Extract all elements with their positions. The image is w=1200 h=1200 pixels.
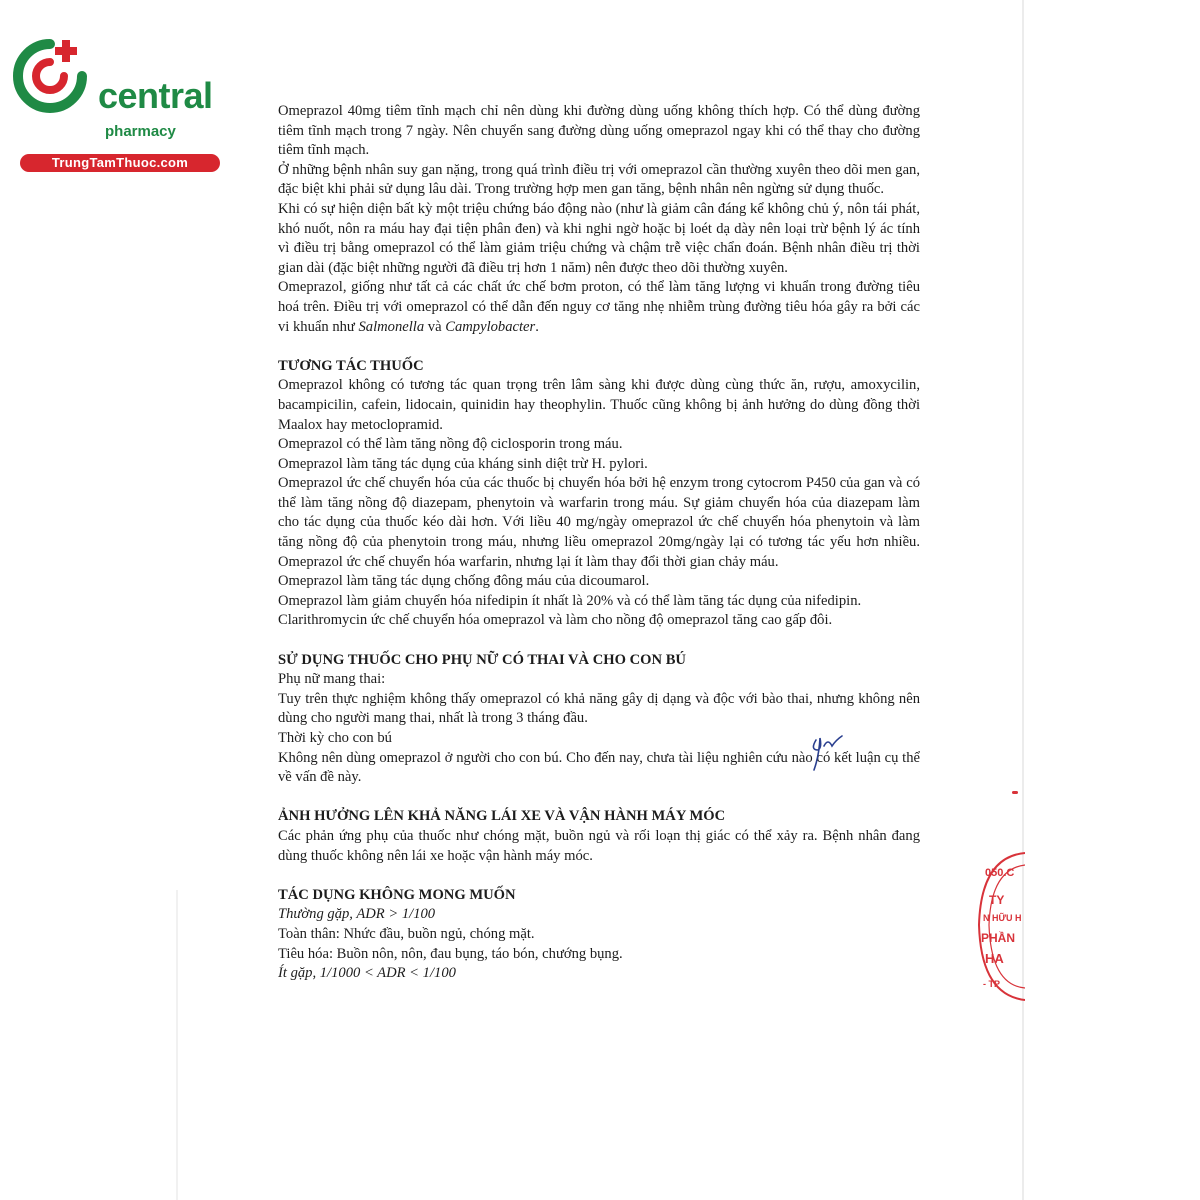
page-edge-left <box>176 890 178 1200</box>
adverse-uncommon-label: Ít gặp, 1/1000 < ADR < 1/100 <box>278 965 456 982</box>
heading-pregnancy: SỬ DỤNG THUỐC CHO PHỤ NỮ CÓ THAI VÀ CHO CON BÚ <box>278 651 686 668</box>
logo-website-banner[interactable]: TrungTamThuoc.com <box>20 154 220 172</box>
signature-mark <box>802 726 852 776</box>
document-body <box>278 102 920 984</box>
interaction-2: Omeprazol có thể làm tăng nồng độ ciclosporin trong máu. <box>278 436 623 453</box>
paragraph-liver: Ở những bệnh nhân suy gan nặng, trong quá trình điều trị với omeprazol cần thường xuyên theo dõi men gan, đặc biệt khi phải sử dụng lâu dài. Trong trường hợp men gan tăng, bệnh nhân nên ngừng sử dụng thuốc. <box>278 161 920 198</box>
stamp-line-4: PHẦN <box>981 931 1016 945</box>
conjunction-text: và <box>424 318 446 335</box>
adverse-common-label: Thường gặp, ADR > 1/100 <box>278 906 436 923</box>
heading-interactions: TƯƠNG TÁC THUỐC <box>278 357 424 374</box>
stamp-mark <box>1012 791 1018 794</box>
interaction-6: Omeprazol làm giảm chuyển hóa nifedipin ít nhất là 20% và có thể làm tăng tác dụng của nifedipin. <box>278 592 862 609</box>
paragraph-bacteria <box>278 278 920 337</box>
interaction-3: Omeprazol làm tăng tác dụng của kháng sinh diệt trừ H. pylori. <box>278 455 648 472</box>
pregnancy-label: Phụ nữ mang thai: <box>278 671 386 688</box>
driving-text: Các phản ứng phụ của thuốc như chóng mặt, buồn ngủ và rối loạn thị giác có thể xảy ra. Bệnh nhân đang dùng thuốc không nên lái xe hoặc vận hành máy móc. <box>278 827 920 864</box>
stamp-line-1: 050.C <box>985 867 1015 879</box>
stamp-line-6: - TP <box>983 979 1000 989</box>
central-pharmacy-logo[interactable] <box>10 36 215 170</box>
lactation-text: Không nên dùng omeprazol ở người cho con bú. Cho đến nay, chưa tài liệu nghiên cứu nào có kết luận cụ thể về vấn đề này. <box>278 749 920 786</box>
paragraph-alarm-symptoms: Khi có sự hiện diện bất kỳ một triệu chứng báo động nào (như là giảm cân đáng kể không chủ ý, nôn tái phát, khó nuốt, nôn ra máu hay đại tiện phân đen) và khi nghi ngờ hoặc bị loét dạ dày nên loại trừ bệnh lý ác tính vì điều trị bằng omeprazol có thể làm giảm triệu chứng và chậm trễ việc chẩn đoán. Bệnh nhân điều trị thời gian dài (đặc biệt những người đã điều trị hơn 1 năm) nên được theo dõi thường xuyên. <box>278 200 920 276</box>
period-text: . <box>535 318 539 335</box>
company-stamp <box>975 845 1025 1005</box>
central-logo-icon <box>10 36 90 116</box>
heading-driving: ẢNH HƯỞNG LÊN KHẢ NĂNG LÁI XE VÀ VẬN HÀNH MÁY MÓC <box>278 808 726 825</box>
page-edge-right <box>1022 0 1024 1200</box>
interaction-1: Omeprazol không có tương tác quan trọng trên lâm sàng khi được dùng cùng thức ăn, rượu, amoxycilin, bacampicilin, cafein, lidocain, quinidin hay theophylin. Thuốc cũng không bị ảnh hưởng do dùng đồng thời Maalox hay metoclopramid. <box>278 377 920 433</box>
campylobacter-term: Campylobacter <box>445 318 536 335</box>
logo-subtitle: pharmacy <box>105 123 176 140</box>
lactation-label: Thời kỳ cho con bú <box>278 730 392 746</box>
pregnancy-text: Tuy trên thực nghiệm không thấy omeprazol có khả năng gây dị dạng và độc với bào thai, nhưng không nên dùng cho người mang thai, nhất là trong 3 tháng đầu. <box>278 690 920 727</box>
heading-adverse-effects: TÁC DỤNG KHÔNG MONG MUỐN <box>278 886 516 903</box>
interaction-5: Omeprazol làm tăng tác dụng chống đông máu của dicoumarol. <box>278 573 650 590</box>
stamp-line-5: HA <box>985 951 1004 966</box>
interaction-4: Omeprazol ức chế chuyển hóa của các thuốc bị chuyển hóa bởi hệ enzym trong cytocrom P450 của gan và có thể làm tăng nồng độ diazepam, phenytoin và warfarin trong máu. Sự giảm chuyển hóa của diazepam làm cho tác dụng của thuốc kéo dài hơn. Với liều 40 mg/ngày omeprazol ức chế chuyển hóa phenytoin và làm tăng nồng độ của phenytoin trong máu, nhưng liều omeprazol 20mg/ngày lại có tương tác yếu hơn nhiều. Omeprazol ức chế chuyển hóa warfarin, nhưng lại ít làm thay đổi thời gian chảy máu. <box>278 475 920 570</box>
stamp-line-2: TY <box>989 893 1005 907</box>
bacteria-text: Omeprazol, giống như tất cả các chất ức chế bơm proton, có thể làm tăng lượng vi khuẩn trong đường tiêu hoá trên. Điều trị với omeprazol có thể dẫn đến nguy cơ tăng nhẹ nhiễm trùng đường tiêu hóa gây ra bởi các vi khuẩn như <box>278 279 920 335</box>
logo-name: central <box>98 75 213 116</box>
salmonella-term: Salmonella <box>358 318 425 335</box>
interaction-7: Clarithromycin ức chế chuyển hóa omeprazol và làm cho nồng độ omeprazol tăng cao gấp đôi. <box>278 612 833 629</box>
paragraph-iv-use: Omeprazol 40mg tiêm tĩnh mạch chỉ nên dùng khi đường dùng uống không thích hợp. Có thể dùng đường tiêm tĩnh mạch trong 7 ngày. Nên chuyển sang đường dùng uống omeprazol ngay khi có thể thay cho đường tiêm tĩnh mạch. <box>278 103 920 159</box>
adverse-digestive: Tiêu hóa: Buồn nôn, nôn, đau bụng, táo bón, chướng bụng. <box>278 945 623 962</box>
adverse-general: Toàn thân: Nhức đầu, buồn ngủ, chóng mặt. <box>278 925 535 942</box>
stamp-line-3: N HỮU H <box>983 913 1022 923</box>
